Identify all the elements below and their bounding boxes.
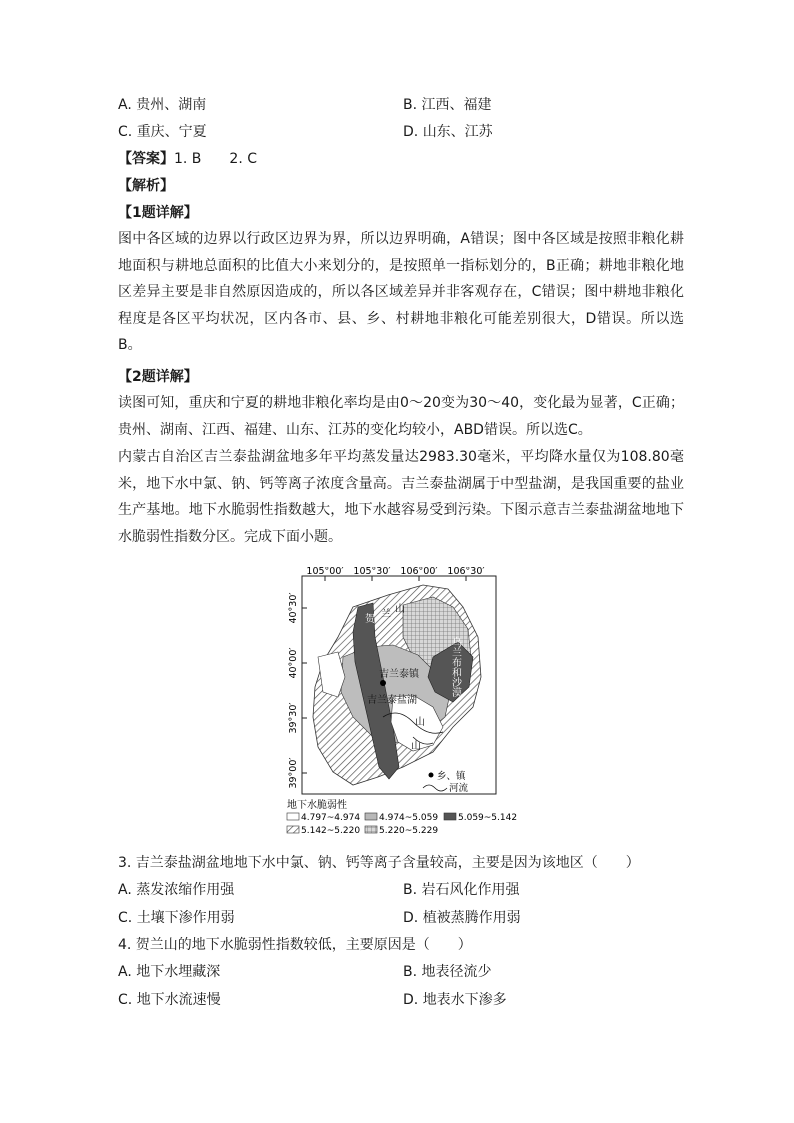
legend-title: 地下水脆弱性 xyxy=(287,800,347,811)
q3-option-b[interactable]: B. 岩石风化作用强 xyxy=(403,882,520,898)
legend-item-label: 5.142~5.220 xyxy=(301,826,361,836)
legend-swatch xyxy=(365,813,377,820)
place-label: 山 xyxy=(415,717,425,728)
lon-label: 105°30′ xyxy=(353,567,391,577)
q4-option-a[interactable]: A. 地下水埋藏深 xyxy=(118,964,221,980)
legend-item-label: 4.974~5.059 xyxy=(379,813,439,823)
q4-stem: 4. 贺兰山的地下水脆弱性指数较低，主要原因是（ ） xyxy=(118,937,472,953)
analysis-label: 【解析】 xyxy=(118,178,174,194)
q3-stem: 3. 吉兰泰盐湖盆地地下水中氯、钠、钙等离子含量较高，主要是因为该地区（ ） xyxy=(118,855,640,871)
q4-option-b[interactable]: B. 地表径流少 xyxy=(403,964,492,980)
vulnerability-map xyxy=(283,567,526,839)
q4-option-c[interactable]: C. 地下水流速慢 xyxy=(118,992,221,1008)
legend-town-label: 乡、镇 xyxy=(437,771,466,782)
legend-item-label: 4.797~4.974 xyxy=(301,813,361,823)
place-label: 贺 xyxy=(365,614,375,625)
q3-option-a[interactable]: A. 蒸发浓缩作用强 xyxy=(118,882,235,898)
place-label: 山 xyxy=(395,604,405,615)
lon-label: 105°00′ xyxy=(306,567,344,577)
q3-option-c[interactable]: C. 土壤下渗作用弱 xyxy=(118,910,235,926)
legend-swatch xyxy=(365,826,377,833)
q2-explanation: 读图可知，重庆和宁夏的耕地非粮化率均是由0～20变为30～40，变化最为显著，C正确；贵州、湖南、江西、福建、山东、江苏的变化均较小，ABD错误。所以选C。 xyxy=(118,395,684,438)
legend-swatch xyxy=(287,813,299,820)
option-d: D. 山东、江苏 xyxy=(403,124,493,140)
intro-paragraph: 内蒙古自治区吉兰泰盐湖盆地多年平均蒸发量达2983.30毫米，平均降水量仅为108.80毫米，地下水中氯、钠、钙等离子浓度含量高。吉兰泰盐湖属于中型盐湖，是我国重要的盐业生产基地。地下水脆弱性指数越大，地下水越容易受到污染。下图示意吉兰泰盐湖盆地地下水脆弱性指数分区。完成下面小题。 xyxy=(118,449,684,545)
q3-option-d[interactable]: D. 植被蒸腾作用弱 xyxy=(403,910,521,926)
answer-line: 【答案】1. B 2. C xyxy=(118,151,257,167)
option-a: A. 贵州、湖南 xyxy=(118,97,207,113)
place-label: 乌兰布和沙漠 xyxy=(449,637,461,697)
place-label: 吉兰泰镇 xyxy=(379,669,419,680)
legend-town-marker xyxy=(429,773,434,778)
option-b: B. 江西、福建 xyxy=(403,97,492,113)
legend-item-label: 5.220~5.229 xyxy=(379,826,439,836)
q4-option-d[interactable]: D. 地表水下渗多 xyxy=(403,992,507,1008)
q1-label: 【1题详解】 xyxy=(118,205,198,221)
lat-label: 40°00′ xyxy=(288,647,299,679)
lon-label: 106°00′ xyxy=(400,567,438,577)
lat-label: 40°30′ xyxy=(288,592,299,624)
q1-explanation: 图中各区域的边界以行政区边界为界，所以边界明确，A错误；图中各区域是按照非粮化耕地面积与耕地总面积的比值大小来划分的，是按照单一指标划分的，B正确；耕地非粮化地区差异主要是非自然原因造成的，所以各区域差异并非客观存在，C错误；图中耕地非粮化程度是各区平均状况，区内各市、县、乡、村耕地非粮化可能差别很大，D错误。所以选B。 xyxy=(118,231,684,354)
lat-label: 39°00′ xyxy=(288,757,299,789)
q2-label: 【2题详解】 xyxy=(118,369,198,385)
place-label: 兰 xyxy=(381,609,391,620)
legend-river-label: 河流 xyxy=(449,783,469,794)
lat-label: 39°30′ xyxy=(288,702,299,734)
place-label: 山 xyxy=(411,741,421,752)
town-marker xyxy=(380,680,386,686)
legend-swatch xyxy=(287,826,299,833)
place-label: 吉兰泰盐湖 xyxy=(367,695,417,706)
option-c: C. 重庆、宁夏 xyxy=(118,124,207,140)
legend-item-label: 5.059~5.142 xyxy=(458,813,518,823)
lon-label: 106°30′ xyxy=(447,567,485,577)
legend-swatch xyxy=(444,813,456,820)
